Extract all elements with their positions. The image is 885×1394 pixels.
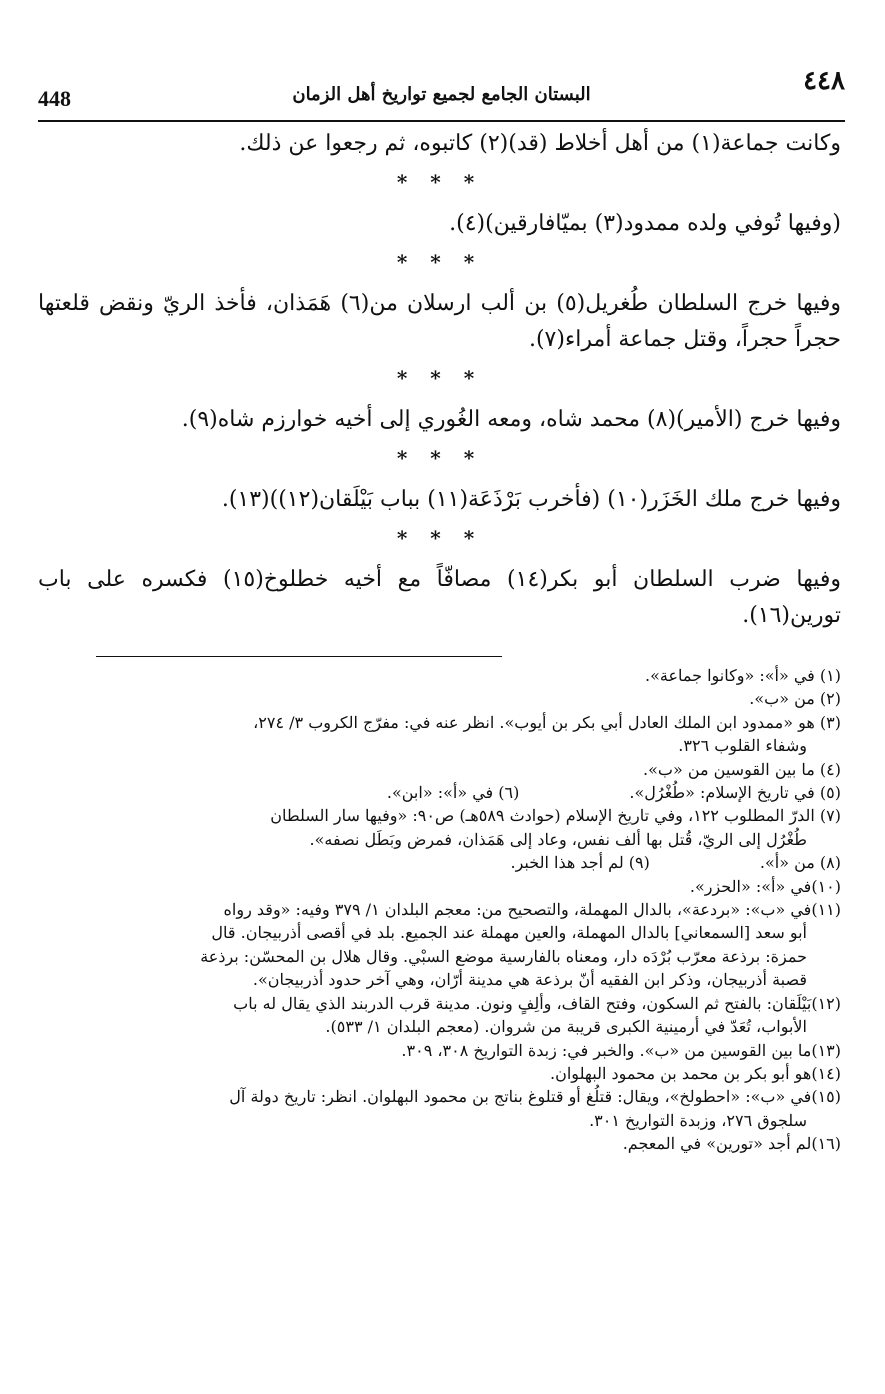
paragraph-6: وفيها ضرب السلطان أبو بكر(١٤) مصافّاً مع أخيه خطلوخ(١٥) فكسره على باب تورين(١٦). [38, 567, 841, 628]
footnote-2: (٢) من «ب». [749, 689, 841, 709]
page-number-arabic: ٤٤٨ [803, 66, 845, 96]
footnote-11-continued: حمزة: برذعة معرّب بُرْدَه دار، ومعناه بالفارسية موضع السبْي. وقال هلال بن المحسّن: برذعة [200, 946, 807, 966]
footnote-3: (٣) هو «ممدود ابن الملك العادل أبي بكر بن أيوب». انظر عنه في: مفرّج الكروب ٣/ ٢٧٤، [253, 712, 841, 732]
footnote-15-continued: سلجوق ٢٧٦، وزبدة التواريخ ٣٠١. [589, 1110, 807, 1130]
footnote-16: (١٦)لم أجد «تورين» في المعجم. [622, 1134, 841, 1154]
header-divider [38, 120, 845, 122]
footnote-7-continued: طُغْرُل إلى الريّ، قُتل بها ألف نفس، وعاد إلى هَمَذان، فمرض وبَطَل نصفه». [309, 829, 807, 849]
running-title: البستان الجامع لجميع تواريخ أهل الزمان [292, 84, 591, 105]
paragraph-4: وفيها خرج (الأمير)(٨) محمد شاه، ومعه الغُوري إلى أخيه خوارزم شاه(٩). [181, 407, 841, 432]
page-number-latin: 448 [38, 86, 71, 111]
footnote-5: (٥) في تاريخ الإسلام: «طُغْرُل». [629, 783, 841, 803]
footnote-11-continued: أبو سعد [السمعاني] بالدال المهملة، والعين مهملة عند الجميع. بلد في أقصى أذربيجان. قال [211, 923, 807, 943]
footnote-12: (١٢)بَيْلَقان: بالفتح ثم السكون، وفتح القاف، وألِفٍ ونون. مدينة قرب الدربند الذي يقال له باب [233, 993, 841, 1013]
footnote-12-continued: الأبواب، تُعَدّ في أرمينية الكبرى قريبة من شروان. (معجم البلدان ١/ ٥٣٣). [325, 1017, 807, 1037]
footnote-6: (٦) في «أ»: «ابن». [386, 783, 520, 803]
footnote-15: (١٥)في «ب»: «احطولخ»، ويقال: قتلُغ أو قتلوغ بناتج بن محمود البهلوان. انظر: تاريخ دولة آل [229, 1087, 841, 1107]
footnote-11: (١١)في «ب»: «بردعة»، بالدال المهملة، والتصحيح من: معجم البلدان ١/ ٣٧٩ وفيه: «وقد رواه [223, 900, 841, 920]
footnote-pair-8-9 [38, 851, 841, 874]
footnote-11-continued: قصبة أذربيجان، وذكر ابن الفقيه أنّ برذعة هي مدينة أرّان، وهي آخر حدود أذربيجان». [252, 970, 807, 990]
footnote-3-continued: وشفاء القلوب ٣٢٦. [678, 736, 807, 756]
section-separator: * * * [396, 526, 483, 550]
footnote-8: (٨) من «أ». [759, 853, 841, 873]
section-separator: * * * [396, 250, 483, 274]
footnote-pair-5-6 [38, 781, 841, 804]
paragraph-2: (وفيها تُوفي ولده ممدود(٣) بميّافارقين)(٤). [449, 211, 841, 236]
footnote-10: (١٠)في «أ»: «الحزر». [689, 876, 841, 896]
page-header [38, 66, 845, 118]
footnote-14: (١٤)هو أبو بكر بن محمد بن محمود البهلوان. [550, 1063, 841, 1083]
footnote-9: (٩) لم أجد هذا الخبر. [510, 853, 650, 873]
footnote-1: (١) في «أ»: «وكانوا جماعة». [644, 666, 841, 685]
footnote-7: (٧) الدرّ المطلوب ١٢٢، وفي تاريخ الإسلام (حوادث ٥٨٩هـ) ص٩٠: «وفيها سار السلطان [270, 806, 841, 826]
paragraph-3: وفيها خرج السلطان طُغريل(٥) بن ألب ارسلان من(٦) هَمَذان، فأخذ الريّ ونقض قلعتها حجراً حجراً، وقتل جماعة أمراء(٧). [38, 291, 841, 352]
section-separator: * * * [396, 170, 483, 194]
footnote-4: (٤) ما بين القوسين من «ب». [643, 759, 841, 779]
footnote-divider [96, 656, 502, 657]
footnotes [38, 664, 841, 1156]
section-separator: * * * [396, 366, 483, 390]
paragraph-1: وكانت جماعة(١) من أهل أخلاط (قد)(٢) كاتبوه، ثم رجعوا عن ذلك. [239, 131, 841, 156]
main-text [38, 126, 841, 634]
paragraph-5: وفيها خرج ملك الخَزَر(١٠) (فأخرب بَرْذَعَة(١١) بباب بَيْلَقان(١٢))(١٣). [221, 487, 841, 512]
section-separator: * * * [396, 446, 483, 470]
footnote-13: (١٣)ما بين القوسين من «ب». والخبر في: زبدة التواريخ ٣٠٨، ٣٠٩. [401, 1040, 841, 1060]
